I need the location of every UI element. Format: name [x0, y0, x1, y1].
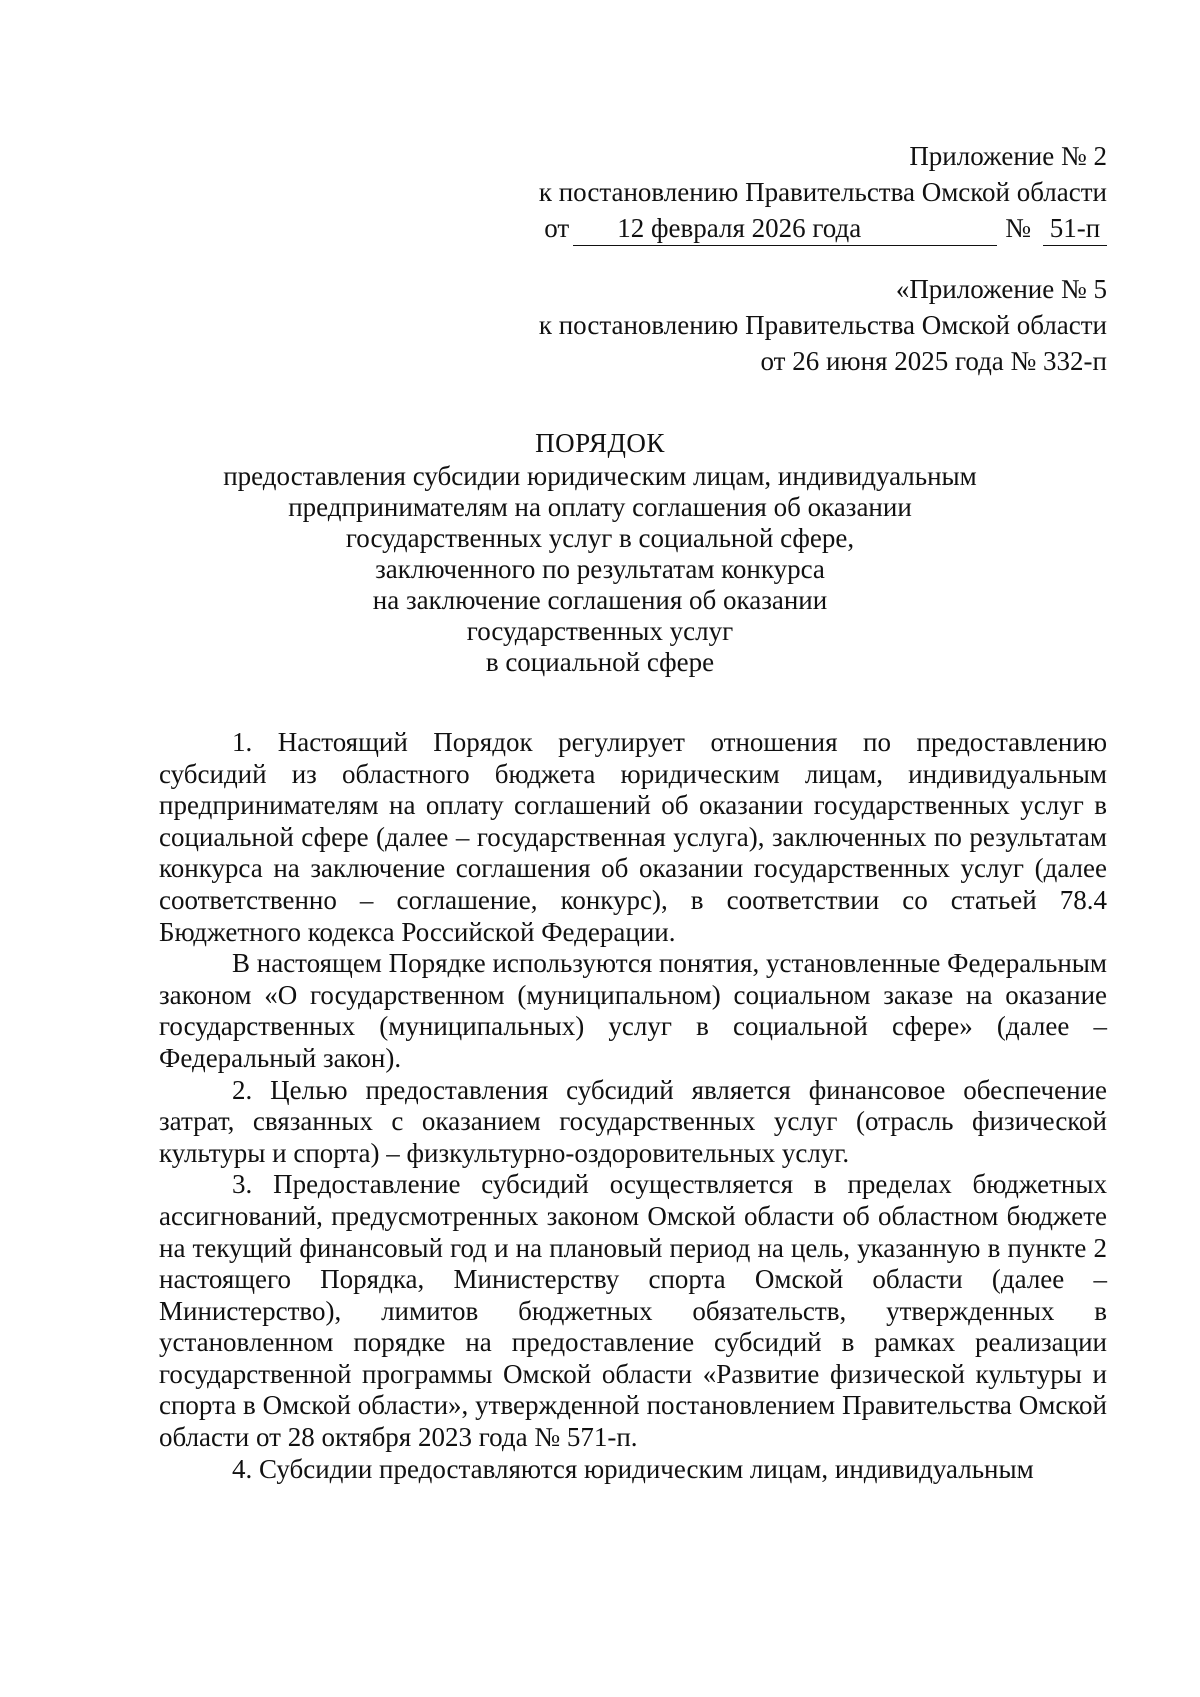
title-line: государственных услуг в социальной сфере, — [345, 523, 855, 553]
number-sign: № — [1005, 213, 1031, 243]
attachment-5-title: «Приложение № 5 — [895, 274, 1107, 304]
document-body — [159, 727, 1107, 1485]
date-field — [573, 211, 997, 246]
title-line: на заключение соглашения об оказании — [372, 585, 828, 615]
paragraph-1: 1. Настоящий Порядок регулирует отношения по предоставлению субсидий из областного бюджета юридическим лицам, индивидуальным предпринимателям на оплату соглашений об оказании государственных услуг в социальной сфере (далее – государственная услуга), заключенных по результатам конкурса на заключение соглашения об оказании государственных услуг (далее соответственно – соглашение, конкурс), в соответствии со статьей 78.4 Бюджетного кодекса Российской Федерации. — [159, 727, 1107, 947]
title-line: предоставления субсидии юридическим лицам, индивидуальным — [223, 461, 977, 491]
title-main: ПОРЯДОК — [535, 428, 665, 458]
attachment-5-date: от 26 июня 2025 года № 332-п — [760, 346, 1107, 376]
attachment-2-date-row — [539, 210, 1107, 246]
title-line: государственных услуг — [466, 616, 734, 646]
paragraph-3: 3. Предоставление субсидий осуществляется в пределах бюджетных ассигнований, предусмотренных законом Омской области об областном бюджете на текущий финансовый год и на плановый период на цель, указанную в пункте 2 настоящего Порядка, Министерству спорта Омской области (далее – Министерство), лимитов бюджетных обязательств, утвержденных в установленном порядке на предоставление субсидий в рамках реализации государственной программы Омской области «Развитие физической культуры и спорта в Омской области», утвержденной постановлением Правительства Омской области от 28 октября 2023 года № 571-п. — [159, 1169, 1107, 1453]
attachment-2-header — [539, 138, 1107, 246]
title-line: в социальной сфере — [485, 647, 715, 677]
attachment-2-reference: к постановлению Правительства Омской области — [538, 177, 1107, 207]
paragraph-definitions: В настоящем Порядке используются понятия, установленные Федеральным законом «О государственном (муниципальном) социальном заказе на оказание государственных (муниципальных) услуг в социальной сфере» (далее – Федеральный закон). — [159, 948, 1107, 1073]
paragraph-2: 2. Целью предоставления субсидий является финансовое обеспечение затрат, связанных с оказанием государственных услуг (отрасль физической культуры и спорта) – физкультурно-оздоровительных услуг. — [159, 1074, 1107, 1168]
title-line: предпринимателям на оплату соглашения об оказании — [288, 492, 912, 522]
date-value: 12 февраля 2026 года — [617, 213, 862, 243]
attachment-2-title: Приложение № 2 — [909, 141, 1107, 171]
title-line: заключенного по результатам конкурса — [375, 554, 825, 584]
paragraph-4: 4. Субсидии предоставляются юридическим лицам, индивидуальным — [232, 1453, 1034, 1484]
document-title — [0, 428, 1200, 678]
date-prefix: от — [544, 213, 570, 243]
attachment-5-reference: к постановлению Правительства Омской области — [538, 310, 1107, 340]
number-value: 51-п — [1043, 211, 1107, 246]
attachment-5-header — [539, 271, 1107, 379]
